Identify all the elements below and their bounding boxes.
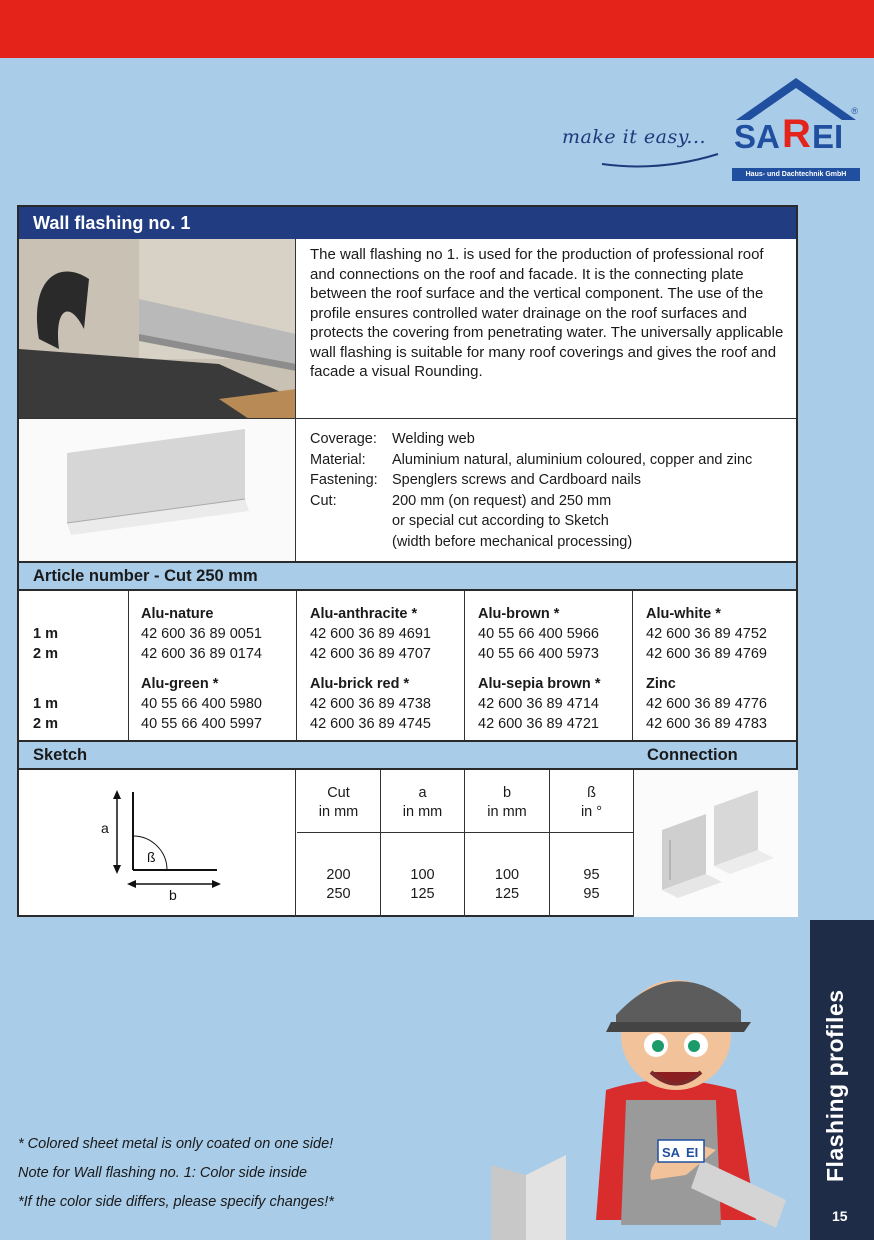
article-number: 40 55 66 400 5973	[478, 646, 599, 662]
size-1m: 1 m	[33, 626, 58, 642]
variant-name: Alu-green *	[141, 676, 219, 692]
sketch-heading	[19, 740, 796, 770]
section-title: Flashing profiles	[822, 989, 848, 1182]
variant-name: Alu-nature	[141, 606, 214, 622]
dimension-sketch	[19, 770, 296, 917]
dim-value: 125	[410, 886, 435, 902]
variant-name: Alu-brick red *	[310, 676, 410, 692]
profile-render-illustration	[19, 419, 296, 561]
dim-column	[297, 770, 381, 917]
connection-image	[634, 770, 798, 917]
article-number: 40 55 66 400 5980	[141, 696, 262, 712]
dim-column	[381, 770, 465, 917]
dim-value: 200	[326, 867, 351, 883]
footnotes	[18, 1130, 334, 1217]
dimension-table	[297, 770, 634, 917]
article-table	[19, 591, 796, 740]
product-specs	[310, 429, 795, 552]
variant-name: Alu-brown *	[478, 606, 560, 622]
top-banner	[0, 0, 874, 58]
article-number: 42 600 36 89 4745	[310, 716, 431, 732]
dim-unit: in mm	[487, 804, 527, 820]
footnote-3: *If the color side differs, please specify changes!*	[18, 1194, 334, 1210]
specs-row	[19, 419, 796, 561]
sketch-label-a: a	[101, 820, 109, 836]
variant-name: Zinc	[646, 676, 676, 692]
article-number: 42 600 36 89 4769	[646, 646, 767, 662]
coverage-value: Welding web	[392, 431, 475, 447]
dim-header: a	[418, 785, 427, 801]
mascot-badge-left: SA	[662, 1145, 681, 1160]
dim-header: b	[502, 785, 512, 801]
dim-header: ß	[587, 785, 596, 801]
dim-unit: in mm	[402, 804, 443, 820]
cut-label: Cut:	[310, 492, 337, 509]
product-title: Wall flashing no. 1	[19, 207, 796, 239]
sketch-section	[19, 770, 796, 917]
cut-value-3: (width before mechanical processing)	[392, 533, 633, 550]
mascot-illustration	[486, 960, 808, 1240]
size-2m: 2 m	[33, 716, 58, 732]
slogan-swoosh	[600, 150, 720, 170]
article-number: 42 600 36 89 4738	[310, 696, 431, 712]
connection-illustration	[634, 770, 798, 917]
article-number: 42 600 36 89 4776	[646, 696, 767, 712]
article-number: 40 55 66 400 5997	[141, 716, 262, 732]
variant-name: Alu-white *	[646, 606, 721, 622]
variant-name: Alu-anthracite *	[310, 606, 418, 622]
sketch-label-beta: ß	[147, 849, 156, 865]
profile-render	[19, 419, 296, 561]
size-column	[19, 591, 129, 740]
product-description: The wall flashing no 1. is used for the production of professional roof and connections on the roof and facade. It is the connecting plate between the roof surface and the vertical component. The use of the profile ensures controlled water drainage on the roof surfaces and protects the covering from penetrating water. The universally applicable wall flashing is suitable for many roof coverings and gives the roof and facade a visual Rounding.	[310, 246, 784, 380]
article-number: 42 600 36 89 4721	[478, 716, 599, 732]
fastening-value: Spenglers screws and Cardboard nails	[392, 472, 642, 488]
product-card	[17, 205, 798, 917]
footnote-2: Note for Wall flashing no. 1: Color side inside	[18, 1165, 308, 1181]
dim-unit: in mm	[318, 804, 359, 820]
article-column	[465, 591, 633, 740]
page-number: 15	[832, 1208, 848, 1224]
article-number: 42 600 36 89 4707	[310, 646, 431, 662]
article-number: 42 600 36 89 4714	[478, 696, 599, 712]
article-column	[129, 591, 297, 740]
cut-value-1: 200 mm (on request) and 250 mm	[392, 492, 612, 509]
article-number: 42 600 36 89 0051	[141, 626, 262, 642]
article-number: 42 600 36 89 0174	[141, 646, 262, 662]
installation-photo-illustration	[19, 239, 296, 418]
company-logo[interactable]	[732, 76, 860, 182]
footnote-1: * Colored sheet metal is only coated on one side!	[18, 1136, 334, 1152]
angle-sketch-diagram	[19, 770, 296, 917]
sketch-label-b: b	[169, 887, 177, 903]
size-2m: 2 m	[33, 646, 58, 662]
article-number: 42 600 36 89 4691	[310, 626, 431, 642]
logo-text-right: EI	[812, 118, 844, 155]
article-number: 40 55 66 400 5966	[478, 626, 599, 642]
logo-subtitle: Haus- und Dachtechnik GmbH	[732, 168, 860, 181]
mascot-badge-right: EI	[686, 1145, 699, 1160]
dim-column	[550, 770, 634, 917]
variant-name: Alu-sepia brown *	[478, 676, 601, 692]
article-column	[633, 591, 798, 740]
material-label: Material:	[310, 451, 366, 468]
logo-text-mid: R	[782, 112, 811, 156]
connection-label: Connection	[647, 746, 738, 764]
slogan: make it easy...	[562, 126, 707, 148]
installation-photo	[19, 239, 296, 418]
dim-value: 100	[494, 867, 520, 883]
registered-mark: ®	[851, 106, 858, 116]
dim-column	[465, 770, 550, 917]
material-value: Aluminium natural, aluminium coloured, copper and zinc	[392, 451, 753, 468]
dim-value: 125	[494, 886, 520, 902]
dim-value: 100	[410, 867, 435, 883]
coverage-label: Coverage:	[310, 431, 377, 447]
article-number: 42 600 36 89 4783	[646, 716, 767, 732]
cut-value-2: or special cut according to Sketch	[392, 513, 609, 529]
article-column	[297, 591, 465, 740]
description-row	[19, 239, 796, 419]
dim-unit: in °	[580, 804, 603, 820]
size-1m: 1 m	[33, 696, 58, 712]
dim-value: 95	[583, 867, 600, 883]
fastening-label: Fastening:	[310, 472, 378, 488]
dim-header: Cut	[327, 785, 350, 801]
article-heading: Article number - Cut 250 mm	[19, 561, 796, 591]
logo-text-left: SA	[734, 118, 780, 155]
dim-value: 95	[583, 886, 600, 902]
dim-value: 250	[326, 886, 351, 902]
sketch-label: Sketch	[33, 746, 88, 764]
article-number: 42 600 36 89 4752	[646, 626, 767, 642]
